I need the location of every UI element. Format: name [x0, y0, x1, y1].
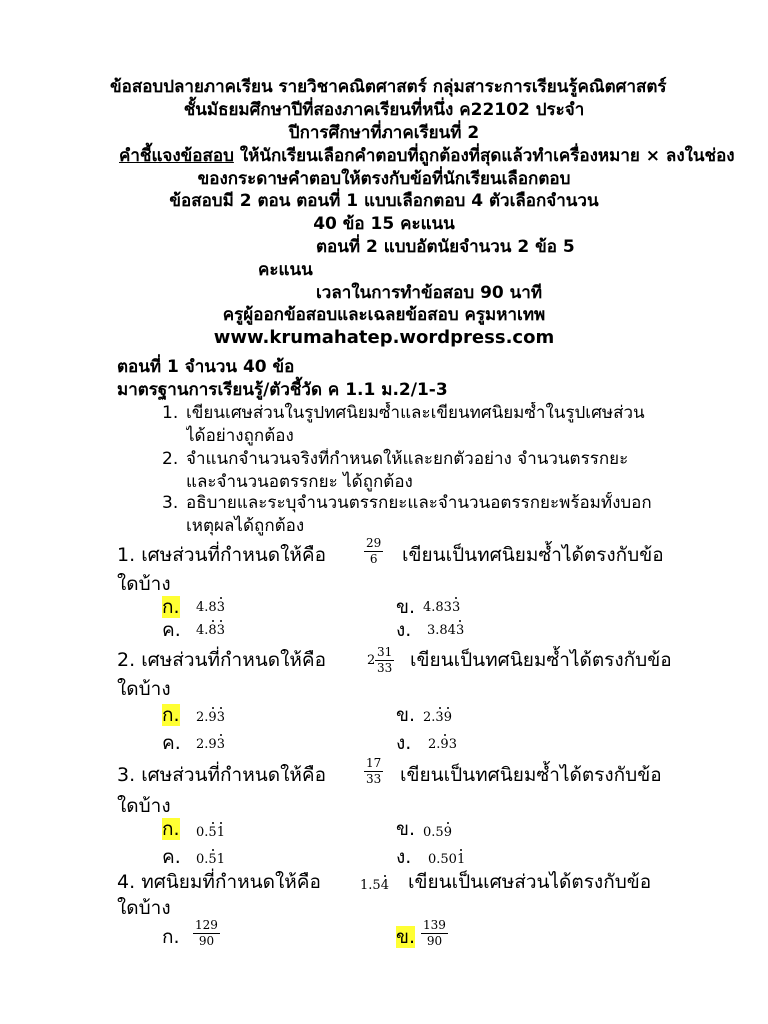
- question-whole: 2: [367, 653, 376, 668]
- option-value: 4.83: [196, 600, 225, 615]
- question-fraction: $\frac{29}{6}$: [366, 536, 382, 566]
- instruction-label: คำชี้แจงข้อสอบ: [119, 146, 234, 166]
- option-a[interactable]: [162, 704, 180, 726]
- option-value: 2.93: [196, 737, 225, 752]
- question-tail: ใดบ้าง: [117, 678, 171, 700]
- option-b[interactable]: [396, 596, 415, 618]
- section-title: ตอนที่ 1 จำนวน 40 ข้อ: [117, 357, 295, 377]
- option-b[interactable]: [396, 926, 415, 948]
- option-fraction: $\frac{139}{90}$: [423, 918, 446, 948]
- question-tail: ใดบ้าง: [117, 897, 171, 919]
- option-label: ค.: [162, 732, 181, 754]
- option-label: ก.: [162, 926, 180, 948]
- question-suffix: เขียนเป็นเศษส่วนได้ตรงกับข้อ: [408, 871, 652, 893]
- option-label: ก.: [162, 596, 180, 618]
- part2-line-2: คะแนน: [258, 260, 313, 280]
- option-value: 0.51: [196, 852, 225, 867]
- question-tail: ใดบ้าง: [117, 795, 171, 817]
- option-label: ข.: [396, 818, 416, 840]
- instruction-row: [119, 145, 735, 168]
- question-4: [117, 870, 321, 894]
- objective-item: อธิบายและระบุจำนวนตรรกยะและจำนวนอตรรกยะพร้อมทั้งบอกเหตุผลได้ถูกต้อง: [186, 493, 652, 536]
- option-a[interactable]: [162, 596, 180, 618]
- option-value: 2.93: [196, 710, 225, 725]
- question-text: เศษส่วนที่กำหนดให้คือ: [141, 544, 326, 566]
- option-fraction: $\frac{129}{90}$: [195, 918, 218, 948]
- time-line: เวลาในการทำข้อสอบ 90 นาที: [316, 283, 543, 303]
- part2-line: ตอนที่ 2 แบบอัตนัยจำนวน 2 ข้อ 5: [316, 237, 575, 257]
- option-value: 4.833: [423, 600, 461, 615]
- option-d[interactable]: [396, 846, 411, 868]
- question-tail: ใดบ้าง: [117, 573, 171, 595]
- option-label: ง.: [396, 846, 412, 868]
- question-number: 1.: [117, 544, 136, 566]
- option-label: ก.: [162, 818, 180, 840]
- exam-parts-line-2: 40 ข้อ 15 คะแนน: [313, 214, 455, 234]
- instruction-text: ให้นักเรียนเลือกคำตอบที่ถูกต้องที่สุดแล้วทำเครื่องหมาย × ลงในช่อง: [239, 146, 735, 166]
- option-value: 3.843: [427, 623, 465, 638]
- option-value: 0.59: [423, 825, 452, 840]
- option-b[interactable]: [396, 818, 415, 840]
- question-2: [117, 648, 326, 672]
- question-text: เศษส่วนที่กำหนดให้คือ: [141, 649, 326, 671]
- exam-subject-line: ชั้นมัธยมศึกษาปีที่สองภาคเรียนที่หนึ่ง ค22102 ประจำ: [183, 100, 585, 120]
- question-text: ทศนิยมที่กำหนดให้คือ: [141, 871, 321, 893]
- option-value: 2.93: [428, 737, 457, 752]
- option-value: 2.39: [423, 710, 452, 725]
- option-label: ค.: [162, 846, 181, 868]
- option-label: ค.: [162, 619, 181, 641]
- exam-term-line: ปีการศึกษาที่ภาคเรียนที่ 2: [288, 123, 480, 143]
- question-number: 3.: [117, 764, 136, 786]
- option-a[interactable]: [162, 926, 180, 948]
- exam-title-line: ข้อสอบปลายภาคเรียน รายวิชาคณิตศาสตร์ กลุ่มสาระการเรียนรู้คณิตศาสตร์: [110, 77, 667, 97]
- objective-number: 2.: [162, 449, 179, 469]
- option-label: ง.: [396, 732, 412, 754]
- exam-parts-line: ข้อสอบมี 2 ตอน ตอนที่ 1 แบบเลือกตอบ 4 ตัวเลือกจำนวน: [169, 191, 599, 211]
- objective-number: 3.: [162, 493, 179, 513]
- option-b[interactable]: [396, 704, 415, 726]
- author-line: ครูผู้ออกข้อสอบและเฉลยข้อสอบ ครูมหาเทพ: [222, 305, 546, 325]
- option-value: 4.83: [196, 623, 225, 638]
- question-suffix: เขียนเป็นทศนิยมซ้ำได้ตรงกับข้อ: [410, 649, 672, 671]
- question-text: เศษส่วนที่กำหนดให้คือ: [141, 764, 326, 786]
- option-d[interactable]: [396, 619, 411, 641]
- option-label: ข.: [396, 926, 416, 948]
- option-c[interactable]: [162, 619, 181, 641]
- option-d[interactable]: [396, 732, 411, 754]
- option-c[interactable]: [162, 732, 181, 754]
- option-a[interactable]: [162, 818, 180, 840]
- question-suffix: เขียนเป็นทศนิยมซ้ำได้ตรงกับข้อ: [400, 764, 662, 786]
- objective-number: 1.: [162, 403, 179, 423]
- question-3: [117, 763, 326, 787]
- objective-item: เขียนเศษส่วนในรูปทศนิยมซ้ำและเขียนทศนิยมซ้ำในรูปเศษส่วนได้อย่างถูกต้อง: [186, 403, 645, 446]
- option-label: ง.: [396, 619, 412, 641]
- option-label: ก.: [162, 704, 180, 726]
- question-fraction: $\frac{17}{33}$: [366, 756, 382, 786]
- question-decimal: 1.54: [360, 878, 389, 893]
- question-number: 2.: [117, 649, 136, 671]
- question-1: [117, 543, 326, 567]
- option-label: ข.: [396, 704, 416, 726]
- option-value: 0.501: [428, 852, 466, 867]
- question-number: 4.: [117, 871, 136, 893]
- question-suffix: เขียนเป็นทศนิยมซ้ำได้ตรงกับข้อ: [402, 544, 664, 566]
- option-c[interactable]: [162, 846, 181, 868]
- website-line: www.krumahatep.wordpress.com: [213, 327, 555, 348]
- objective-item: จำแนกจำนวนจริงที่กำหนดให้และยกตัวอย่าง จำนวนตรรกยะและจำนวนอตรรกยะ ได้ถูกต้อง: [186, 449, 629, 492]
- option-value: 0.51: [196, 825, 225, 840]
- instruction-line-2: ของกระดาษคำตอบให้ตรงกับข้อที่นักเรียนเลือกตอบ: [197, 169, 571, 189]
- option-label: ข.: [396, 596, 416, 618]
- standard-line: มาตรฐานการเรียนรู้/ตัวชี้วัด ค 1.1 ม.2/1-3: [117, 380, 448, 400]
- question-fraction: $\frac{31}{33}$: [377, 645, 393, 675]
